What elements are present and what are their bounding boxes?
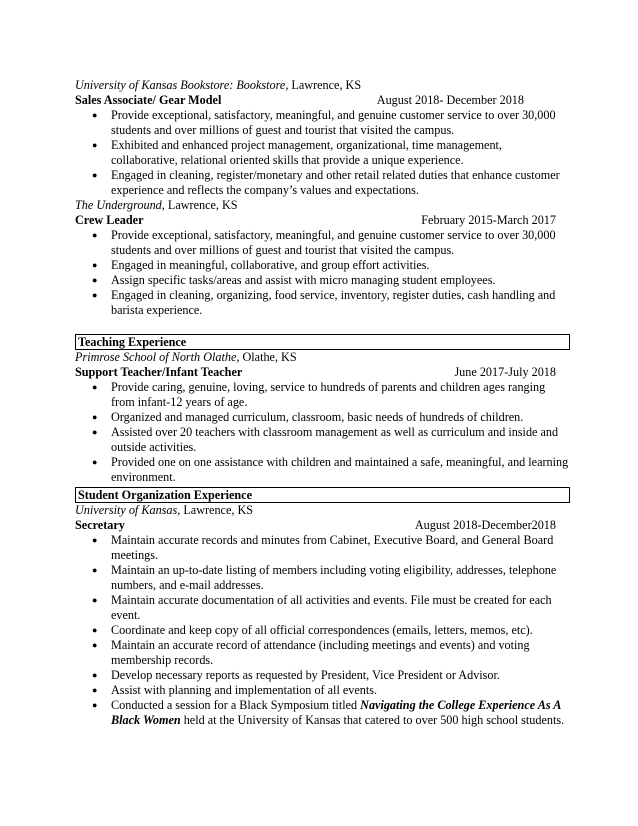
bullet-icon: ● — [92, 412, 98, 422]
list-item: ● Provided one on one assistance with children and maintained a safe, meaningful, and learning environment. — [92, 455, 569, 484]
job-title-line — [75, 365, 570, 380]
list-item: ● Coordinate and keep copy of all official correspondences (emails, letters, memos, etc). — [92, 623, 533, 637]
bullet-icon: ● — [92, 290, 98, 300]
section-header-student-org: Student Organization Experience — [75, 487, 570, 503]
job-title-line — [75, 93, 570, 108]
bullet-icon: ● — [92, 230, 98, 240]
bullet-icon: ● — [92, 625, 98, 635]
list-item: ● Organized and managed curriculum, classroom, basic needs of hundreds of children. — [92, 410, 524, 424]
job-title: Secretary — [75, 518, 125, 532]
bullet-icon: ● — [92, 110, 98, 120]
section-header-teaching: Teaching Experience — [75, 334, 570, 350]
job-dates: August 2018-December2018 — [414, 518, 556, 532]
bullet-icon: ● — [92, 595, 98, 605]
job-org-line — [75, 503, 570, 518]
list-item: ● Engaged in cleaning, organizing, food service, inventory, register duties, cash handling and barista experience. — [92, 288, 556, 317]
job-bullets — [75, 108, 570, 198]
job-dates: June 2017-July 2018 — [454, 365, 556, 379]
bullet-icon: ● — [92, 275, 98, 285]
session-title: Navigating the College Experience As A Black Women — [111, 698, 561, 727]
job-org: University of Kansas, — [75, 503, 181, 517]
job-org: The Underground, — [75, 198, 165, 212]
job-bullets — [75, 533, 570, 728]
bullet-icon: ● — [92, 140, 98, 150]
job-title: Crew Leader — [75, 213, 144, 227]
bullet-icon: ● — [92, 565, 98, 575]
job-location: Lawrence, KS — [164, 198, 238, 212]
job-org-line — [75, 78, 570, 93]
job-org: Primrose School of North Olathe, — [75, 350, 240, 364]
job-title: Sales Associate/ Gear Model — [75, 93, 222, 107]
job-location: Lawrence, KS — [288, 78, 362, 92]
job-org-line — [75, 198, 570, 213]
list-item: ● Provide caring, genuine, loving, service to hundreds of parents and children ages ranging from infant-12 years of age. — [92, 380, 546, 409]
list-item: ● Assisted over 20 teachers with classroom management as well as curriculum and inside and outside activities. — [92, 425, 559, 454]
job-org-line — [75, 350, 570, 365]
bullet-icon: ● — [92, 535, 98, 545]
job-bullets — [75, 380, 570, 485]
list-item: ● Develop necessary reports as requested by President, Vice President or Advisor. — [92, 668, 500, 682]
list-item: ● Engaged in cleaning, register/monetary and other retail related duties that enhance customer experience and reflects the company’s values and expectations. — [92, 168, 560, 197]
bullet-icon: ● — [92, 640, 98, 650]
job-location: Lawrence, KS — [180, 503, 254, 517]
bullet-icon: ● — [92, 170, 98, 180]
job-title-line — [75, 213, 570, 228]
list-item: ● Maintain accurate documentation of all activities and events. File must be created for each event. — [92, 593, 552, 622]
bullet-icon: ● — [92, 260, 98, 270]
list-item: ● Exhibited and enhanced project management, organizational, time management, collaborative, relational oriented skills that provide a unique experience. — [92, 138, 502, 167]
job-location: Olathe, KS — [239, 350, 297, 364]
job-bullets — [75, 228, 570, 318]
list-item: ● Maintain accurate records and minutes from Cabinet, Executive Board, and General Board meetings. — [92, 533, 554, 562]
list-item: ● Engaged in meaningful, collaborative, and group effort activities. — [92, 258, 430, 272]
list-item: ● Provide exceptional, satisfactory, meaningful, and genuine customer service to over 30,000 students and over millions of guest and tourist that visited the campus. — [92, 228, 556, 257]
list-item: ● Maintain an up-to-date listing of members including voting eligibility, addresses, telephone numbers, and e-mail addresses. — [92, 563, 557, 592]
list-item: ● Maintain an accurate record of attendance (including meetings and events) and voting membership records. — [92, 638, 530, 667]
bullet-icon: ● — [92, 382, 98, 392]
job-org: University of Kansas Bookstore: Bookstore, — [75, 78, 289, 92]
resume-page — [75, 78, 570, 728]
job-dates: August 2018- December 2018 — [376, 93, 524, 107]
job-title-line — [75, 518, 570, 533]
job-dates: February 2015-March 2017 — [421, 213, 556, 227]
bullet-icon: ● — [92, 700, 98, 710]
bullet-icon: ● — [92, 457, 98, 467]
list-item: ● Conducted a session for a Black Symposium titled Navigating the College Experience As A Black Women held at the University of Kansas that catered to over 500 high school students. — [92, 698, 565, 727]
bullet-icon: ● — [92, 427, 98, 437]
list-item: ● Assign specific tasks/areas and assist with micro managing student employees. — [92, 273, 496, 287]
list-item: ● Assist with planning and implementation of all events. — [92, 683, 378, 697]
list-item: ● Provide exceptional, satisfactory, meaningful, and genuine customer service to over 30,000 students and over millions of guest and tourist that visited the campus. — [92, 108, 556, 137]
bullet-icon: ● — [92, 685, 98, 695]
bullet-icon: ● — [92, 670, 98, 680]
job-title: Support Teacher/Infant Teacher — [75, 365, 243, 379]
